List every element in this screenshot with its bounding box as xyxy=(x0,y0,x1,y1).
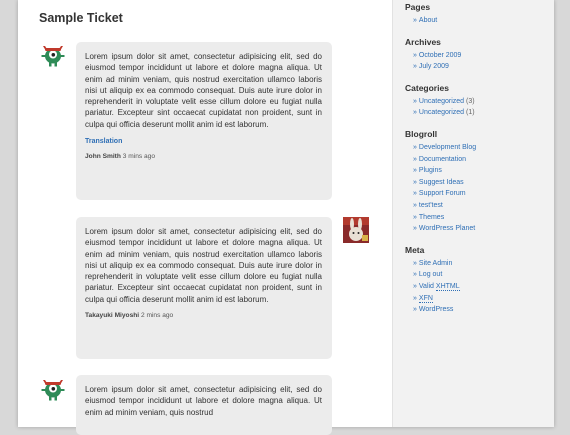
sidebar-heading-meta: Meta xyxy=(405,244,425,255)
blogroll-list xyxy=(405,142,554,235)
meta-item[interactable]: » WordPress xyxy=(413,306,454,314)
bunny-photo-avatar-icon xyxy=(343,217,369,243)
comment-text: Lorem ipsum dolor sit amet, consectetur adipisicing elit, sed do eiusmod tempor incididunt ut labore et dolore magna aliqua. Ut enim ad minim veniam, quis nostrud exercitation ullamco laboris nisi ut aliquip ex ea commodo consequat. Duis aute irure dolor in reprehenderit in voluptate velit esse cillum dolore eu fugiat nulla pariatur. Excepteur sint occaecat cupidatat non proident, sunt in culpa qui officia deserunt mollit anim id est laborum. xyxy=(85,52,322,129)
sidebar-link-category[interactable]: » Uncategorized (3) xyxy=(413,97,475,105)
sidebar-heading-blogroll: Blogroll xyxy=(405,128,438,139)
green-monster-avatar-icon xyxy=(40,376,66,402)
sidebar-link-october-2009[interactable]: » October 2009 xyxy=(413,51,462,59)
comment-meta xyxy=(85,153,322,160)
main-content xyxy=(18,0,390,427)
meta-item[interactable]: » XFN xyxy=(413,294,433,302)
meta-item[interactable]: » Valid XHTML xyxy=(413,282,460,290)
log-out-link[interactable]: Log out xyxy=(418,271,443,279)
about-link[interactable]: About xyxy=(418,17,438,24)
meta-item[interactable]: » Site Admin xyxy=(413,259,453,267)
sidebar-heading-categories: Categories xyxy=(405,82,449,93)
sidebar-heading-pages: Pages xyxy=(405,2,431,12)
blogroll-item[interactable]: » Plugins xyxy=(413,167,442,175)
comment-time: 2 mins ago xyxy=(140,312,174,320)
meta-item[interactable]: » Log out xyxy=(413,271,443,279)
comment-time: 3 mins ago xyxy=(122,153,156,161)
translation-link[interactable]: Translation xyxy=(85,138,123,146)
comment-text: Lorem ipsum dolor sit amet, consectetur adipisicing elit, sed do eiusmod tempor incididunt ut labore et dolore magna aliqua. Ut enim ad minim veniam, quis nostrud exercitation ullamco laboris nisi ut aliquip ex ea commodo consequat. Duis aute irure dolor in reprehenderit in voluptate velit esse cillum dolore eu fugiat nulla pariatur. Excepteur sint occaecat cupidatat non proident, sunt in culpa qui officia deserunt mollit anim id est laborum. xyxy=(85,227,322,304)
plugins-link[interactable]: Plugins xyxy=(418,167,442,175)
sidebar-link-july-2009[interactable]: » July 2009 xyxy=(413,63,449,71)
comment-author: Takayuki Miyoshi xyxy=(85,312,140,320)
blogroll-item[interactable]: » Documentation xyxy=(413,155,466,163)
comment-bubble-john-smith xyxy=(76,42,332,200)
green-monster-avatar-icon xyxy=(40,42,66,68)
sidebar-link-category[interactable]: » Uncategorized (1) xyxy=(413,109,475,117)
xhtml-abbr: XHTML xyxy=(435,282,460,290)
blogroll-item[interactable]: » Themes xyxy=(413,213,445,221)
october-2009-link[interactable]: October 2009 xyxy=(418,51,462,59)
site-admin-link[interactable]: Site Admin xyxy=(418,259,453,267)
meta-list xyxy=(405,258,554,316)
category-count: (1) xyxy=(466,109,475,117)
comment-bubble-partial xyxy=(76,375,332,435)
blogroll-item[interactable]: » Development Blog xyxy=(413,143,477,151)
wordpress-link[interactable]: WordPress xyxy=(418,306,454,314)
blogroll-item[interactable]: » Suggest Ideas xyxy=(413,178,464,186)
category-link[interactable]: Uncategorized xyxy=(418,109,465,117)
themes-link[interactable]: Themes xyxy=(418,213,445,221)
support-forum-link[interactable]: Support Forum xyxy=(418,190,466,198)
xfn-link[interactable] xyxy=(419,295,433,303)
comment-meta xyxy=(85,312,322,319)
xfn-abbr: XFN xyxy=(418,294,433,302)
valid-xhtml-link[interactable] xyxy=(419,283,460,291)
archives-list xyxy=(405,50,554,73)
pages-list xyxy=(405,15,554,27)
july-2009-link[interactable]: July 2009 xyxy=(418,63,449,71)
category-count: (3) xyxy=(466,97,475,105)
ticket-title: Sample Ticket xyxy=(39,11,123,25)
blogroll-item[interactable]: » test'test xyxy=(413,201,443,209)
blogroll-item[interactable]: » Support Forum xyxy=(413,190,466,198)
test-test-link[interactable]: test'test xyxy=(418,201,443,209)
comment-bubble-takayuki-miyoshi xyxy=(76,217,332,359)
suggest-ideas-link[interactable]: Suggest Ideas xyxy=(418,178,464,186)
comment-text: Lorem ipsum dolor sit amet, consectetur adipisicing elit, sed do eiusmod tempor incididunt ut labore et dolore magna aliqua. Ut enim ad minim veniam, quis nostrud xyxy=(85,385,322,417)
documentation-link[interactable]: Documentation xyxy=(418,155,466,163)
valid-label: Valid xyxy=(418,282,434,290)
sidebar-link-about[interactable]: » About xyxy=(413,17,438,24)
categories-list xyxy=(405,96,554,119)
sidebar-heading-archives: Archives xyxy=(405,36,441,47)
page xyxy=(18,0,554,427)
sidebar xyxy=(392,0,554,427)
comment-author: John Smith xyxy=(85,153,121,161)
development-blog-link[interactable]: Development Blog xyxy=(418,143,477,151)
blogroll-item[interactable]: » WordPress Planet xyxy=(413,225,476,233)
category-link[interactable]: Uncategorized xyxy=(418,97,465,105)
wordpress-planet-link[interactable]: WordPress Planet xyxy=(418,225,476,233)
